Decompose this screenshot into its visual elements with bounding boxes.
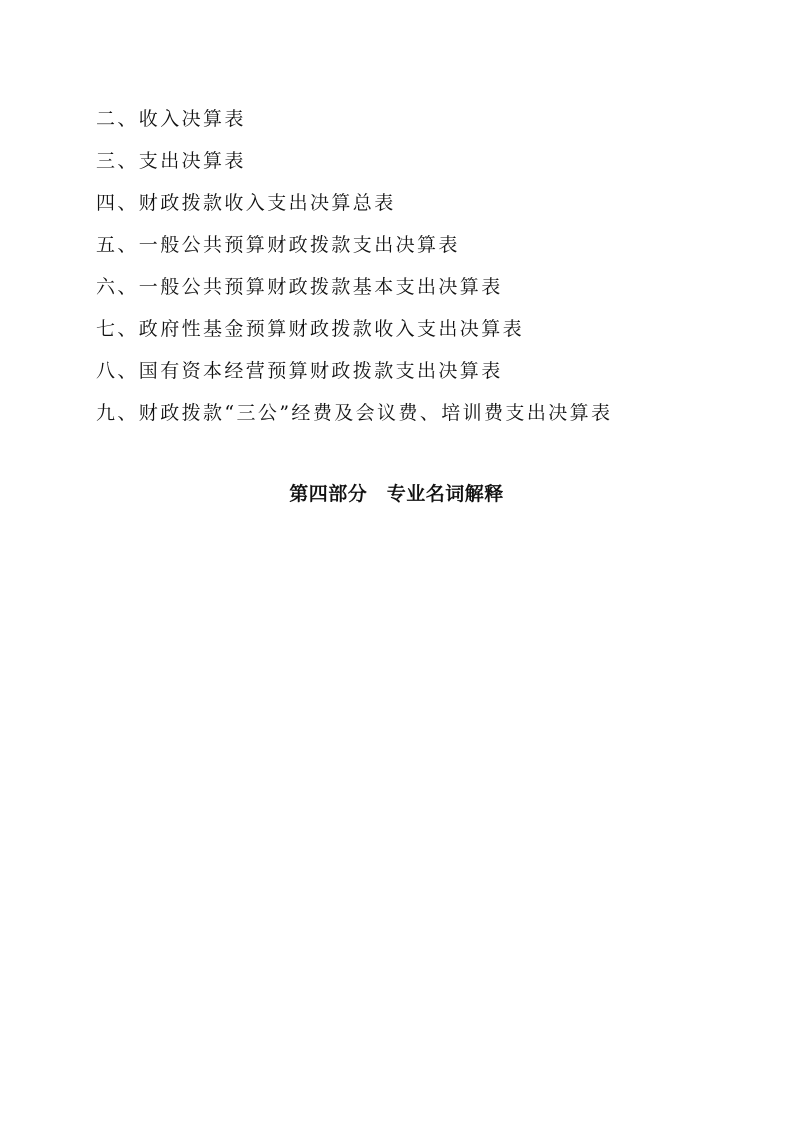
toc-item-expenditure-table: 三、支出决算表 xyxy=(96,150,246,172)
section-heading-part-four: 第四部分 专业名词解释 xyxy=(289,483,504,505)
toc-item-general-budget-basic-expenditure: 六、一般公共预算财政拨款基本支出决算表 xyxy=(96,276,503,298)
toc-item-fiscal-allocation-summary: 四、财政拨款收入支出决算总表 xyxy=(96,192,396,214)
toc-item-state-capital-budget: 八、国有资本经营预算财政拨款支出决算表 xyxy=(96,360,503,382)
toc-item-general-budget-expenditure: 五、一般公共预算财政拨款支出决算表 xyxy=(96,234,460,256)
toc-item-income-table: 二、收入决算表 xyxy=(96,108,246,130)
toc-item-three-public-expenses: 九、财政拨款“三公”经费及会议费、培训费支出决算表 xyxy=(96,402,613,424)
toc-item-government-fund-budget: 七、政府性基金预算财政拨款收入支出决算表 xyxy=(96,318,525,340)
table-of-contents-list xyxy=(96,102,716,438)
